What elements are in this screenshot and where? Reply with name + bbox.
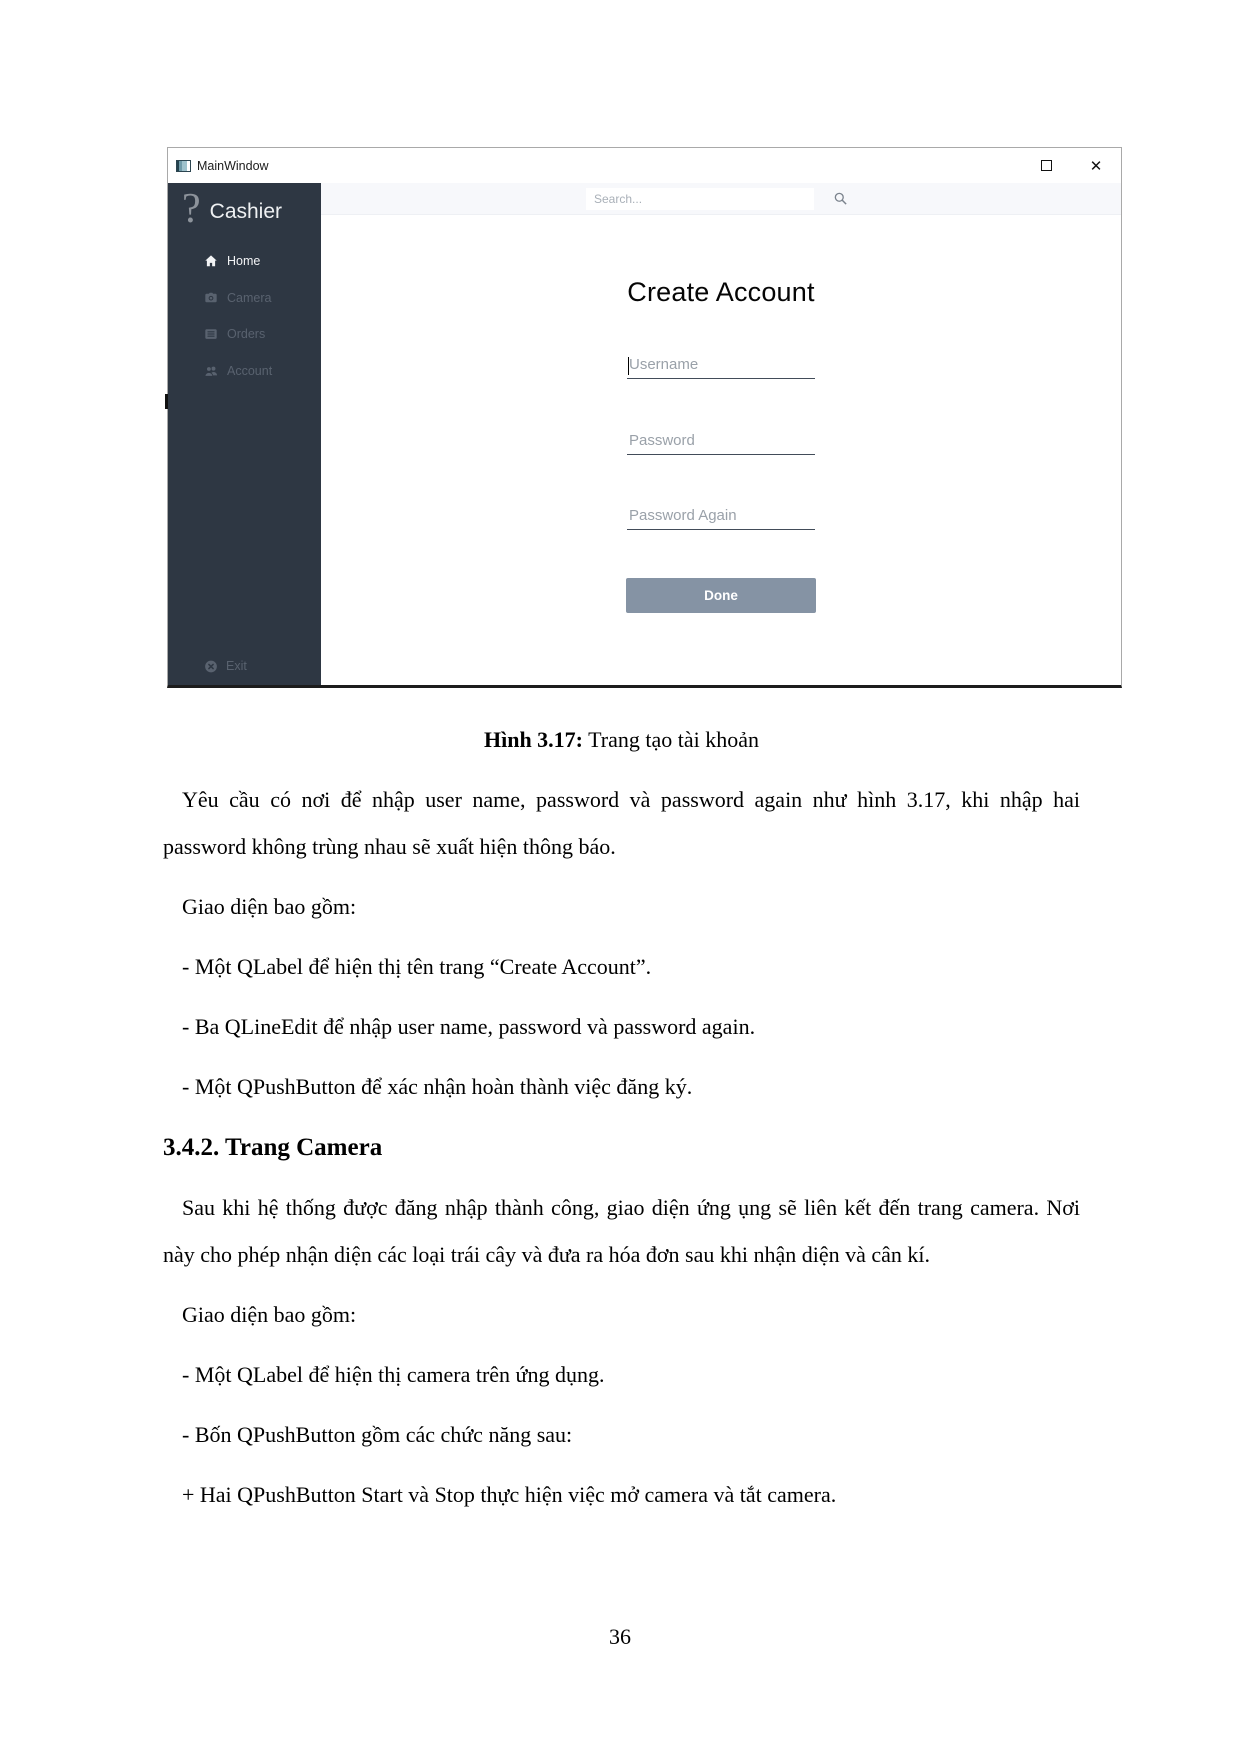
content-header	[321, 183, 1121, 215]
sidebar-item-label: Camera	[227, 290, 272, 305]
close-button[interactable]: ✕	[1089, 157, 1103, 175]
figure-caption-text: Trang tạo tài khoản	[588, 727, 760, 752]
sidebar-item-label: Exit	[226, 659, 247, 673]
list-item: - Bốn QPushButton gồm các chức năng sau:	[182, 1422, 573, 1447]
search-icon[interactable]	[833, 191, 848, 206]
password-again-field-wrap	[627, 505, 815, 530]
document-text	[163, 716, 1080, 1518]
orders-icon	[204, 327, 218, 341]
camera-icon	[204, 291, 218, 305]
window-titlebar	[168, 148, 1121, 183]
maximize-button[interactable]	[1029, 148, 1063, 183]
sidebar-item-camera[interactable]	[168, 280, 321, 317]
sidebar-nav	[168, 243, 321, 389]
password-field-wrap	[627, 430, 815, 455]
app-window	[167, 147, 1122, 688]
username-field[interactable]	[627, 354, 815, 378]
search-input[interactable]	[586, 188, 814, 210]
done-button[interactable]: Done	[626, 578, 816, 613]
app-name: Cashier	[209, 200, 283, 223]
password-field[interactable]	[627, 430, 815, 454]
list-intro: Giao diện bao gồm:	[182, 894, 357, 919]
sidebar-item-account[interactable]	[168, 353, 321, 390]
list-item: - Một QLabel để hiện thị camera trên ứng dụng.	[182, 1362, 605, 1387]
paragraph-camera: Sau khi hệ thống được đăng nhập thành công, giao diện ứng ụng sẽ liên kết đến trang camera. Nơi này cho phép nhận diện các loại trái cây và đưa ra hóa đơn sau khi nhận diện và cân kí.	[163, 1195, 1080, 1267]
figure-caption	[163, 716, 1080, 763]
list-intro: Giao diện bao gồm:	[182, 1302, 357, 1327]
maximize-icon	[1041, 160, 1052, 171]
sidebar-item-label: Orders	[227, 327, 266, 342]
figure-caption-label: Hình 3.17:	[483, 727, 584, 752]
home-icon	[204, 254, 218, 268]
list-item: + Hai QPushButton Start và Stop thực hiện việc mở camera và tắt camera.	[182, 1482, 837, 1507]
text-caret	[628, 357, 629, 375]
app-brand	[168, 183, 321, 243]
window-icon	[176, 160, 191, 172]
window-title: MainWindow	[197, 158, 269, 173]
window-body	[168, 183, 1121, 685]
list-item: - Ba QLineEdit để nhập user name, password và password again.	[182, 1014, 756, 1039]
sidebar	[168, 183, 321, 685]
page-title: Create Account	[627, 277, 815, 307]
content-area	[321, 183, 1121, 685]
create-account-page	[321, 215, 1121, 685]
sidebar-item-label: Account	[227, 363, 273, 378]
password-again-field[interactable]	[627, 505, 815, 529]
exit-circle-x-icon	[204, 659, 218, 673]
account-icon	[204, 364, 218, 378]
page-number: 36	[609, 1624, 631, 1649]
sidebar-item-exit[interactable]	[204, 659, 247, 673]
question-mark-logo-icon: ?	[182, 186, 201, 232]
paragraph-intro: Yêu cầu có nơi để nhập user name, password và password again như hình 3.17, khi nhập hai password không trùng nhau sẽ xuất hiện thông báo.	[163, 787, 1080, 859]
username-field-wrap	[627, 354, 815, 379]
sidebar-item-home[interactable]	[168, 243, 321, 280]
list-item: - Một QLabel để hiện thị tên trang “Create Account”.	[182, 954, 652, 979]
sidebar-item-label: Home	[227, 254, 261, 269]
section-heading: 3.4.2. Trang Camera	[163, 1134, 383, 1161]
list-item: - Một QPushButton để xác nhận hoàn thành việc đăng ký.	[182, 1074, 693, 1099]
sidebar-item-orders[interactable]	[168, 316, 321, 353]
